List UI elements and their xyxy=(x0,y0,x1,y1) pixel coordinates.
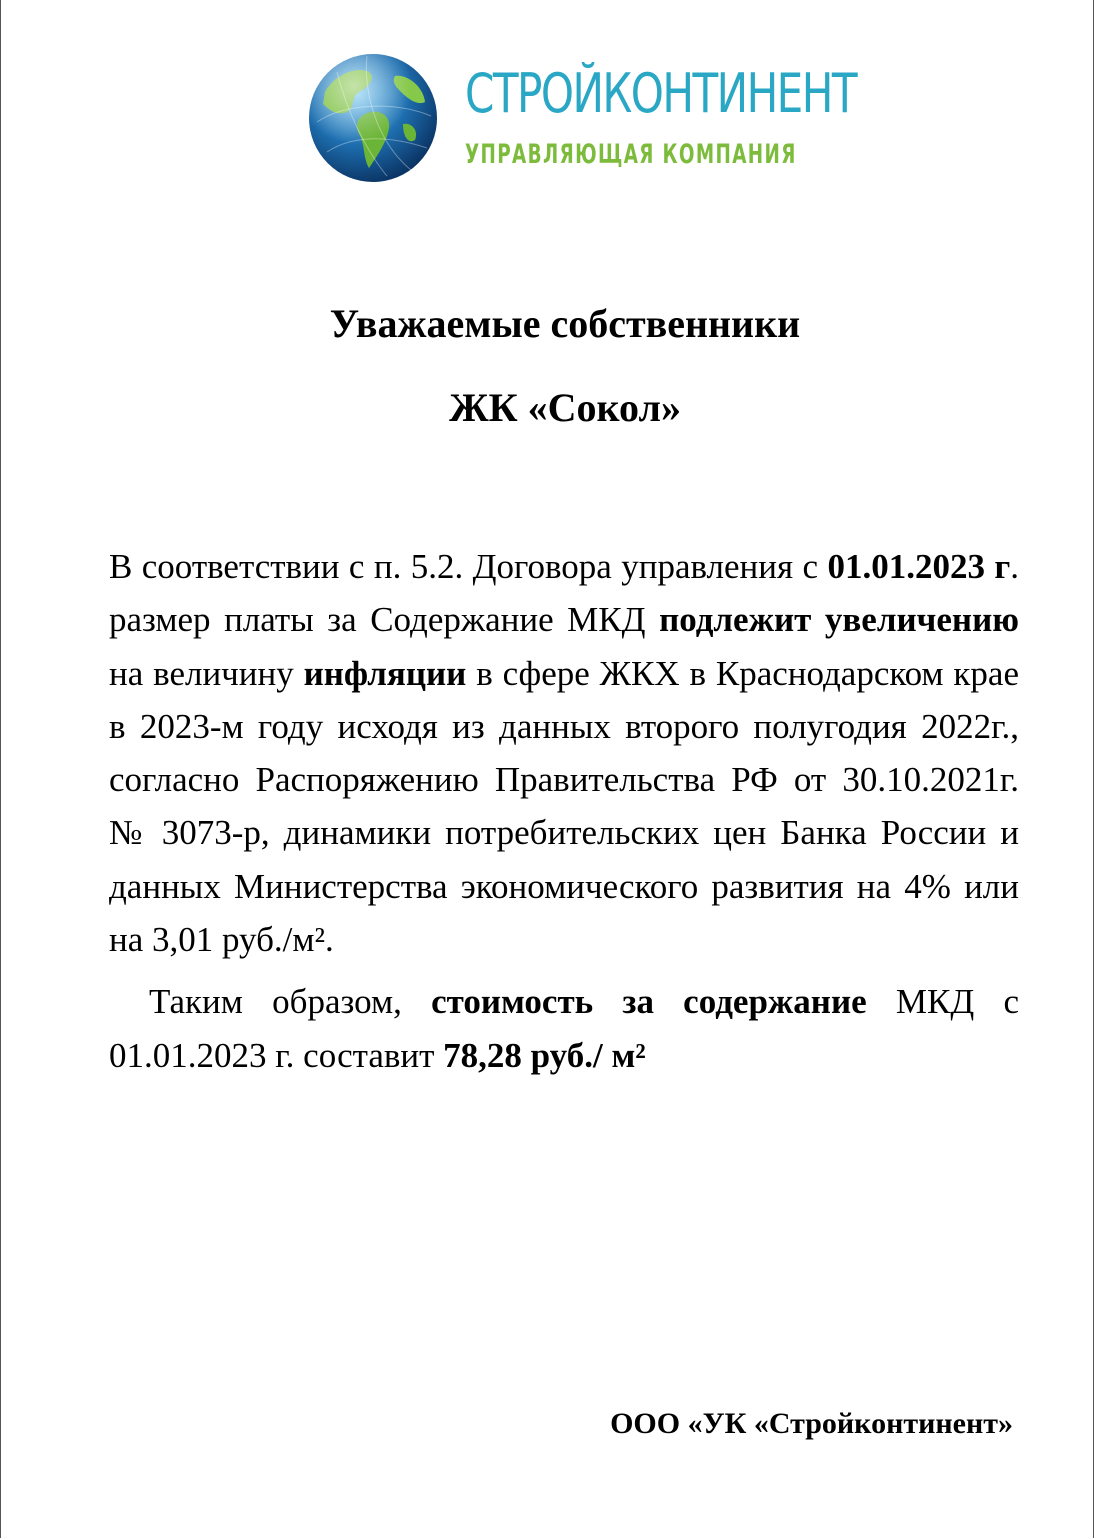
letter-body xyxy=(109,540,1019,1082)
text: В соответствии с п. 5.2. Договора управления с xyxy=(109,547,828,586)
text: на величину xyxy=(109,653,304,693)
new-price: 78,28 руб./ м² xyxy=(443,1035,646,1075)
company-logo xyxy=(307,52,857,184)
cost-label: стоимость за содержание xyxy=(431,982,867,1022)
signature: ООО «УК «Стройконтинент» xyxy=(610,1407,1013,1440)
brand-name: СТРОЙКОНТИНЕНТ xyxy=(465,62,857,125)
text: Таким образом, xyxy=(149,982,432,1022)
text: . размер платы за Содержание МКД xyxy=(109,547,1019,640)
heading-line-1: Уважаемые собственники xyxy=(329,301,801,346)
brand-tagline: УПРАВЛЯЮЩАЯ КОМПАНИЯ xyxy=(465,139,797,170)
paragraph-2 xyxy=(109,975,1019,1082)
effective-date: 01.01.2023 г xyxy=(827,547,1011,586)
text: в сфере ЖКХ в Краснодарском крае в 2023-м году исходя из данных второго полугодия 2022г., согласно Распоряжению Правительства РФ от 30.10.2021г. № 3073-р, динамики потребительских цен Банка России и данных Министерства экономического развития на 4% или на 3,01 руб./м². xyxy=(109,653,1019,960)
text: МКД с 01.01.2023 г. составит xyxy=(109,982,1019,1075)
inflation-note: инфляции xyxy=(303,653,467,693)
heading-line-2: ЖК «Сокол» xyxy=(449,385,681,430)
paragraph-1 xyxy=(109,540,1019,966)
increase-note: подлежит увеличению xyxy=(659,600,1019,640)
globe-icon xyxy=(307,52,439,184)
